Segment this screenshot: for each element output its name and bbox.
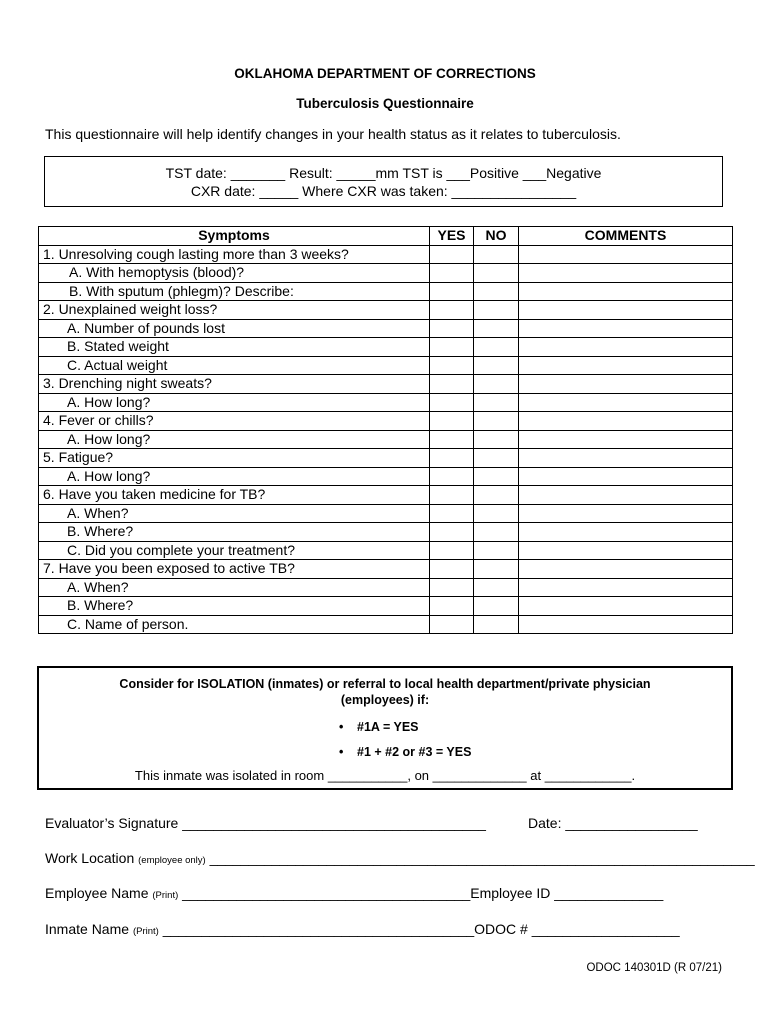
isolation-box	[37, 666, 733, 790]
isolation-room-line[interactable]: This inmate was isolated in room ___________, on _____________ at ____________.	[134, 768, 636, 783]
tst-box	[44, 156, 723, 207]
symptom-label: C. Did you complete your treatment?	[39, 541, 430, 560]
table-row	[39, 541, 733, 560]
no-cell[interactable]	[474, 467, 519, 486]
isolation-heading-line-2: (employees) if:	[340, 693, 430, 707]
table-row	[39, 301, 733, 320]
bullet-icon: •	[339, 720, 344, 734]
comments-cell[interactable]	[519, 541, 733, 560]
no-cell[interactable]	[474, 597, 519, 616]
table-row	[39, 504, 733, 523]
yes-cell[interactable]	[430, 301, 474, 320]
symptom-label: A. With hemoptysis (blood)?	[39, 264, 430, 283]
no-cell[interactable]	[474, 393, 519, 412]
isolation-heading-line-1: Consider for ISOLATION (inmates) or referral to local health department/private physician	[119, 677, 651, 691]
symptom-label: A. How long?	[39, 430, 430, 449]
work-location-field[interactable]	[45, 850, 755, 866]
bullet-icon: •	[339, 745, 344, 759]
table-row	[39, 375, 733, 394]
criterion-2-text: #1 + #2 or #3 = YES	[357, 745, 472, 759]
isolation-heading	[39, 676, 731, 708]
form-number: ODOC 140301D (R 07/21)	[586, 962, 722, 974]
no-cell[interactable]	[474, 319, 519, 338]
table-header-row	[39, 227, 733, 246]
table-row	[39, 449, 733, 468]
employee-name-label: Employee Name	[45, 885, 153, 901]
table-row	[39, 245, 733, 264]
agency-title: OKLAHOMA DEPARTMENT OF CORRECTIONS	[234, 66, 536, 81]
symptom-label: A. When?	[39, 504, 430, 523]
yes-header: YES	[430, 227, 474, 246]
symptom-label: B. Where?	[39, 597, 430, 616]
yes-cell[interactable]	[430, 282, 474, 301]
no-cell[interactable]	[474, 264, 519, 283]
employee-name-line[interactable]: _____________________________________Employee ID ______________	[178, 885, 664, 901]
form-title: Tuberculosis Questionnaire	[296, 96, 474, 111]
comments-cell[interactable]	[519, 449, 733, 468]
symptoms-body	[39, 245, 733, 634]
table-row	[39, 282, 733, 301]
no-cell[interactable]	[474, 282, 519, 301]
no-cell[interactable]	[474, 615, 519, 634]
tst-line-2[interactable]: CXR date: _____ Where CXR was taken: ________________	[190, 183, 577, 199]
yes-cell[interactable]	[430, 578, 474, 597]
comments-cell[interactable]	[519, 615, 733, 634]
comments-cell[interactable]	[519, 319, 733, 338]
table-row	[39, 578, 733, 597]
no-cell[interactable]	[474, 430, 519, 449]
isolation-criterion-2	[339, 745, 471, 759]
no-cell[interactable]	[474, 560, 519, 579]
symptom-label: C. Actual weight	[39, 356, 430, 375]
yes-cell[interactable]	[430, 264, 474, 283]
yes-cell[interactable]	[430, 523, 474, 542]
symptom-label: B. Stated weight	[39, 338, 430, 357]
symptom-label: A. When?	[39, 578, 430, 597]
work-location-note: (employee only)	[138, 855, 206, 866]
comments-cell[interactable]	[519, 375, 733, 394]
no-cell[interactable]	[474, 356, 519, 375]
symptom-label: B. With sputum (phlegm)? Describe:	[39, 282, 430, 301]
no-cell[interactable]	[474, 375, 519, 394]
no-cell[interactable]	[474, 449, 519, 468]
symptom-label: 1. Unresolving cough lasting more than 3 weeks?	[39, 245, 430, 264]
date-field[interactable]: Date: _________________	[528, 815, 698, 831]
table-row	[39, 356, 733, 375]
intro-text: This questionnaire will help identify changes in your health status as it relates to tuberculosis.	[45, 126, 621, 142]
comments-cell[interactable]	[519, 412, 733, 431]
no-cell[interactable]	[474, 245, 519, 264]
symptom-label: 4. Fever or chills?	[39, 412, 430, 431]
yes-cell[interactable]	[430, 504, 474, 523]
work-location-line[interactable]: ______________________________________________________________________	[205, 850, 755, 866]
symptom-label: 6. Have you taken medicine for TB?	[39, 486, 430, 505]
symptom-label: 2. Unexplained weight loss?	[39, 301, 430, 320]
yes-cell[interactable]	[430, 393, 474, 412]
comments-cell[interactable]	[519, 486, 733, 505]
employee-name-note: (Print)	[152, 890, 179, 901]
table-row	[39, 338, 733, 357]
table-row	[39, 560, 733, 579]
comments-header: COMMENTS	[519, 227, 733, 246]
yes-cell[interactable]	[430, 338, 474, 357]
no-cell[interactable]	[474, 486, 519, 505]
yes-cell[interactable]	[430, 430, 474, 449]
symptoms-header: Symptoms	[39, 227, 430, 246]
comments-cell[interactable]	[519, 282, 733, 301]
table-row	[39, 393, 733, 412]
isolation-criterion-1	[339, 720, 419, 734]
comments-cell[interactable]	[519, 245, 733, 264]
comments-cell[interactable]	[519, 597, 733, 616]
yes-cell[interactable]	[430, 597, 474, 616]
inmate-name-line[interactable]: ________________________________________ODOC # ___________________	[158, 921, 680, 937]
table-row	[39, 430, 733, 449]
yes-cell[interactable]	[430, 486, 474, 505]
symptom-label: A. How long?	[39, 393, 430, 412]
comments-cell[interactable]	[519, 560, 733, 579]
inmate-name-label: Inmate Name	[45, 921, 133, 937]
symptom-label: B. Where?	[39, 523, 430, 542]
comments-cell[interactable]	[519, 393, 733, 412]
symptom-label: A. How long?	[39, 467, 430, 486]
comments-cell[interactable]	[519, 578, 733, 597]
comments-cell[interactable]	[519, 467, 733, 486]
symptom-label: 5. Fatigue?	[39, 449, 430, 468]
comments-cell[interactable]	[519, 523, 733, 542]
yes-cell[interactable]	[430, 560, 474, 579]
yes-cell[interactable]	[430, 449, 474, 468]
comments-cell[interactable]	[519, 504, 733, 523]
yes-cell[interactable]	[430, 375, 474, 394]
table-row	[39, 523, 733, 542]
no-cell[interactable]	[474, 338, 519, 357]
yes-cell[interactable]	[430, 615, 474, 634]
comments-cell[interactable]	[519, 338, 733, 357]
criterion-1-text: #1A = YES	[357, 720, 419, 734]
table-row	[39, 319, 733, 338]
symptom-label: A. Number of pounds lost	[39, 319, 430, 338]
symptom-label: 3. Drenching night sweats?	[39, 375, 430, 394]
yes-cell[interactable]	[430, 245, 474, 264]
table-row	[39, 467, 733, 486]
no-cell[interactable]	[474, 523, 519, 542]
yes-cell[interactable]	[430, 319, 474, 338]
no-cell[interactable]	[474, 578, 519, 597]
no-cell[interactable]	[474, 412, 519, 431]
comments-cell[interactable]	[519, 301, 733, 320]
symptom-label: 7. Have you been exposed to active TB?	[39, 560, 430, 579]
table-row	[39, 597, 733, 616]
comments-cell[interactable]	[519, 356, 733, 375]
comments-cell[interactable]	[519, 430, 733, 449]
inmate-name-note: (Print)	[132, 926, 159, 937]
table-row	[39, 412, 733, 431]
table-row	[39, 264, 733, 283]
evaluator-signature-field[interactable]: Evaluator’s Signature _______________________________________	[45, 815, 486, 831]
employee-name-field[interactable]	[45, 885, 663, 901]
yes-cell[interactable]	[430, 467, 474, 486]
no-cell[interactable]	[474, 504, 519, 523]
table-row	[39, 486, 733, 505]
no-cell[interactable]	[474, 301, 519, 320]
no-header: NO	[474, 227, 519, 246]
symptom-label: C. Name of person.	[39, 615, 430, 634]
tst-line-1[interactable]: TST date: _______ Result: _____mm TST is ___Positive ___Negative	[165, 165, 602, 181]
yes-cell[interactable]	[430, 541, 474, 560]
work-location-label: Work Location	[45, 850, 139, 866]
no-cell[interactable]	[474, 541, 519, 560]
table-row	[39, 615, 733, 634]
inmate-name-field[interactable]	[45, 921, 680, 937]
yes-cell[interactable]	[430, 356, 474, 375]
yes-cell[interactable]	[430, 412, 474, 431]
symptoms-table	[38, 226, 733, 634]
comments-cell[interactable]	[519, 264, 733, 283]
